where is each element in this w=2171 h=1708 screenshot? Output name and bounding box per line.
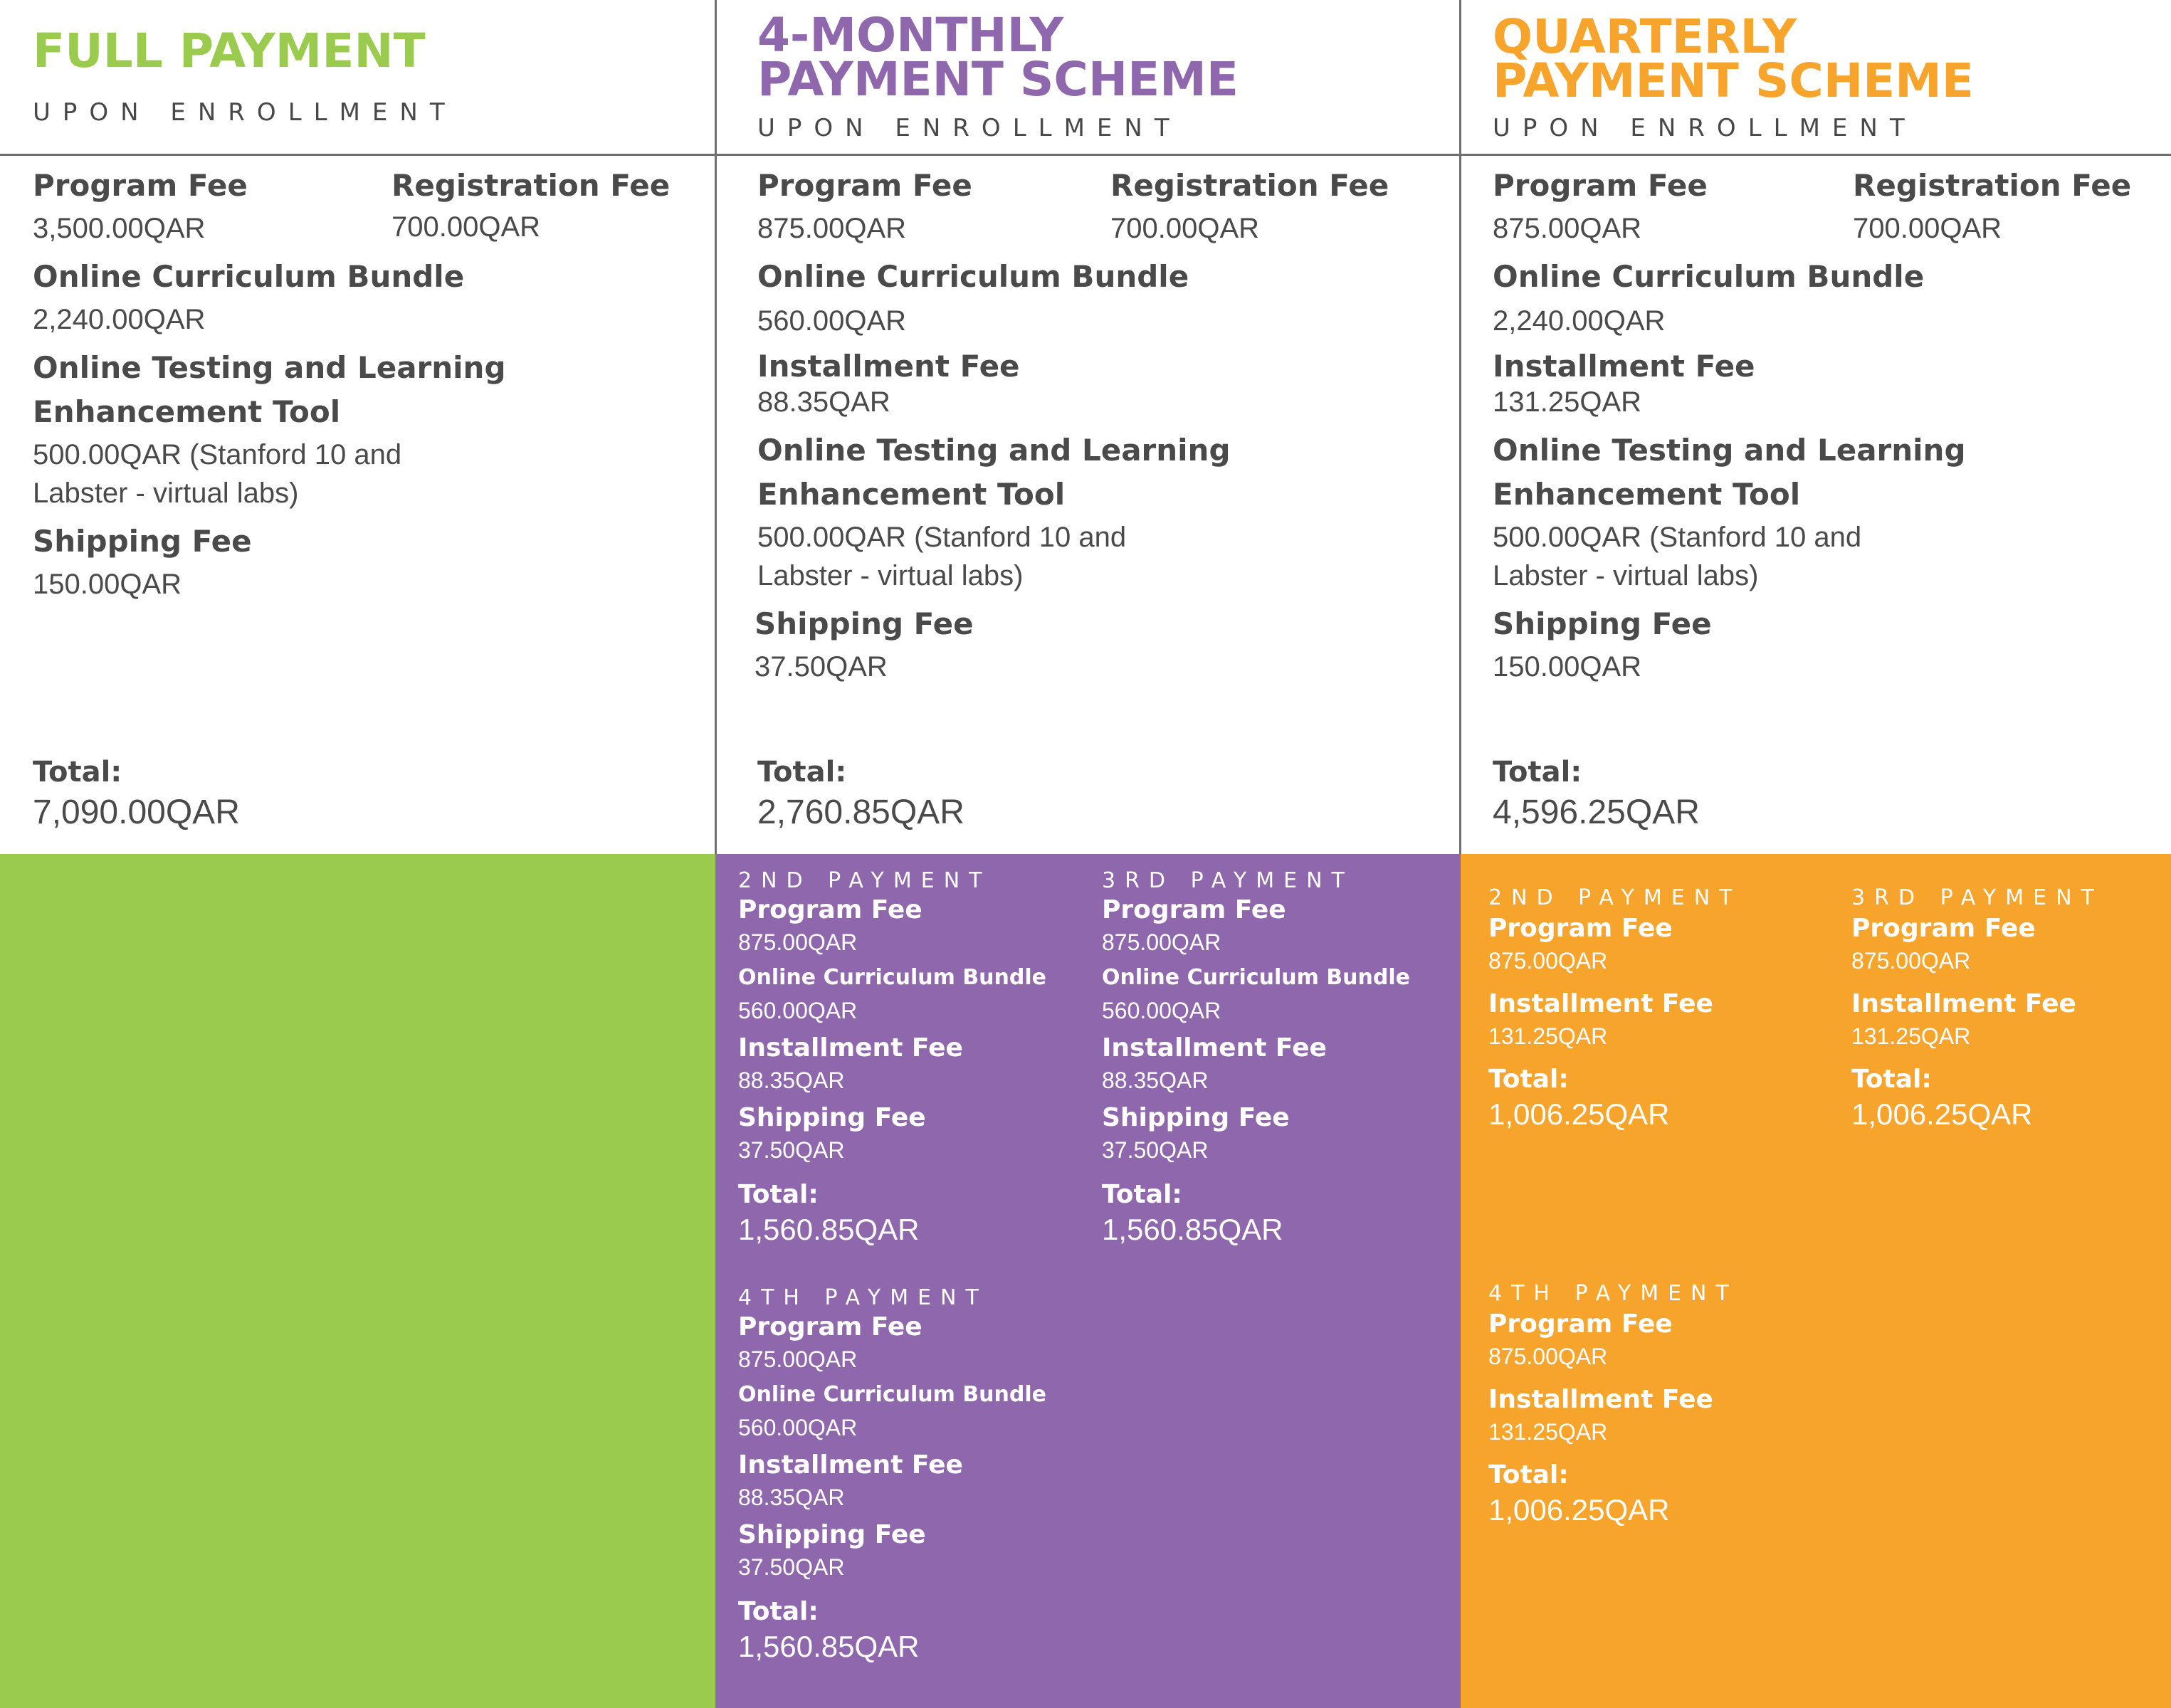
total-value: 1,560.85QAR	[1102, 1213, 1283, 1246]
program-fee-label: Program Fee	[1102, 895, 1286, 924]
shipping-fee-label: Shipping Fee	[1102, 1103, 1290, 1132]
quarterly-title-line2: PAYMENT SCHEME	[1493, 53, 1974, 108]
full-payment-column	[0, 0, 715, 854]
registration-fee-label: Registration Fee	[1853, 168, 2132, 203]
shipping-fee-value: 37.50QAR	[1102, 1137, 1209, 1163]
shipping-fee-value: 37.50QAR	[738, 1137, 845, 1163]
installment-fee-value: 88.35QAR	[738, 1485, 845, 1510]
curriculum-label: Online Curriculum Bundle	[738, 1382, 1046, 1407]
shipping-fee-label: Shipping Fee	[738, 1520, 926, 1549]
payment-heading: 4TH PAYMENT	[1488, 1281, 1738, 1306]
total-value: 1,560.85QAR	[738, 1213, 920, 1246]
shipping-fee-label: Shipping Fee	[755, 606, 974, 641]
program-fee-label: Program Fee	[1488, 1309, 1673, 1339]
installment-fee-label: Installment Fee	[1488, 1385, 1713, 1414]
total-label: Total:	[1493, 756, 1582, 789]
full-payment-subtitle: UPON ENROLLMENT	[33, 98, 457, 127]
program-fee-value: 875.00QAR	[1488, 1344, 1608, 1369]
program-fee-label: Program Fee	[757, 168, 972, 203]
total-label: Total:	[1102, 1180, 1182, 1209]
registration-fee-label: Registration Fee	[391, 168, 671, 203]
testing-label-line1: Online Testing and Learning	[1493, 433, 1966, 468]
program-fee-value: 875.00QAR	[1493, 213, 1642, 244]
testing-label-line2: Enhancement Tool	[1493, 477, 1801, 512]
curriculum-value: 560.00QAR	[738, 998, 858, 1023]
total-value: 1,006.25QAR	[1488, 1493, 1670, 1527]
total-value: 2,760.85QAR	[757, 794, 964, 831]
testing-label-line2: Enhancement Tool	[757, 477, 1066, 512]
testing-value-line1: 500.00QAR (Stanford 10 and	[33, 439, 402, 470]
shipping-fee-label: Shipping Fee	[1493, 606, 1712, 641]
installment-fee-value: 88.35QAR	[757, 386, 890, 418]
total-label: Total:	[1488, 1460, 1569, 1490]
program-fee-label: Program Fee	[738, 1312, 922, 1341]
curriculum-value: 560.00QAR	[1102, 998, 1221, 1023]
registration-fee-label: Registration Fee	[1110, 168, 1389, 203]
curriculum-label: Online Curriculum Bundle	[33, 259, 465, 294]
full-payment-panel	[0, 854, 715, 1708]
curriculum-label: Online Curriculum Bundle	[1493, 259, 1925, 294]
program-fee-value: 875.00QAR	[1102, 929, 1221, 955]
full-payment-title: FULL PAYMENT	[33, 23, 426, 78]
total-value: 4,596.25QAR	[1493, 794, 1700, 831]
testing-value-line1: 500.00QAR (Stanford 10 and	[1493, 522, 1862, 553]
testing-label-line1: Online Testing and Learning	[757, 433, 1231, 468]
testing-value-line2: Labster - virtual labs)	[757, 560, 1024, 591]
curriculum-label: Online Curriculum Bundle	[1102, 965, 1410, 990]
testing-label-line2: Enhancement Tool	[33, 394, 341, 429]
monthly-column	[717, 0, 1459, 854]
total-value: 1,006.25QAR	[1851, 1097, 2033, 1131]
program-fee-value: 875.00QAR	[738, 929, 858, 955]
program-fee-value: 875.00QAR	[1488, 948, 1608, 974]
shipping-fee-value: 37.50QAR	[738, 1554, 845, 1580]
program-fee-value: 3,500.00QAR	[33, 213, 206, 244]
program-fee-label: Program Fee	[1493, 168, 1708, 203]
testing-value-line2: Labster - virtual labs)	[1493, 560, 1759, 591]
total-value: 1,560.85QAR	[738, 1630, 920, 1663]
installment-fee-value: 131.25QAR	[1851, 1023, 1971, 1049]
program-fee-value: 875.00QAR	[1851, 948, 1971, 974]
monthly-title-line2: PAYMENT SCHEME	[757, 52, 1239, 107]
total-value: 7,090.00QAR	[33, 794, 240, 831]
shipping-fee-label: Shipping Fee	[33, 524, 252, 559]
registration-fee-value: 700.00QAR	[391, 211, 541, 243]
payment-heading: 2ND PAYMENT	[1488, 885, 1742, 910]
total-label: Total:	[757, 756, 847, 789]
program-fee-label: Program Fee	[1488, 914, 1673, 943]
curriculum-label: Online Curriculum Bundle	[757, 259, 1189, 294]
installment-fee-value: 131.25QAR	[1493, 386, 1642, 418]
installment-fee-label: Installment Fee	[738, 1033, 963, 1063]
installment-fee-label: Installment Fee	[1102, 1033, 1327, 1063]
program-fee-value: 875.00QAR	[757, 213, 907, 244]
payment-heading: 2ND PAYMENT	[738, 868, 992, 893]
curriculum-value: 560.00QAR	[757, 305, 907, 337]
total-label: Total:	[1851, 1065, 1932, 1094]
shipping-fee-label: Shipping Fee	[738, 1103, 926, 1132]
monthly-subtitle: UPON ENROLLMENT	[757, 114, 1182, 142]
testing-value-line1: 500.00QAR (Stanford 10 and	[757, 522, 1127, 553]
monthly-title-line1: 4-MONTHLY	[757, 8, 1064, 63]
program-fee-label: Program Fee	[33, 168, 248, 203]
registration-fee-value: 700.00QAR	[1110, 213, 1260, 244]
installment-fee-label: Installment Fee	[757, 349, 1020, 384]
installment-fee-label: Installment Fee	[1851, 989, 2076, 1018]
shipping-fee-value: 150.00QAR	[1493, 651, 1642, 682]
installment-fee-value: 88.35QAR	[738, 1068, 845, 1093]
curriculum-value: 2,240.00QAR	[1493, 305, 1666, 337]
total-label: Total:	[1488, 1065, 1569, 1094]
installment-fee-label: Installment Fee	[1488, 989, 1713, 1018]
shipping-fee-value: 37.50QAR	[755, 651, 888, 682]
program-fee-value: 875.00QAR	[738, 1346, 858, 1372]
payment-heading: 4TH PAYMENT	[738, 1285, 988, 1310]
total-label: Total:	[738, 1597, 819, 1626]
curriculum-value: 560.00QAR	[738, 1415, 858, 1440]
total-label: Total:	[738, 1180, 819, 1209]
testing-value-line2: Labster - virtual labs)	[33, 478, 299, 509]
curriculum-value: 2,240.00QAR	[33, 304, 206, 335]
installment-fee-label: Installment Fee	[1493, 349, 1755, 384]
quarterly-title-line1: QUARTERLY	[1493, 9, 1797, 64]
quarterly-column	[1461, 0, 2171, 854]
payment-heading: 3RD PAYMENT	[1851, 885, 2103, 910]
testing-label-line1: Online Testing and Learning	[33, 350, 506, 385]
registration-fee-value: 700.00QAR	[1853, 213, 2002, 244]
program-fee-label: Program Fee	[738, 895, 922, 924]
quarterly-subtitle: UPON ENROLLMENT	[1493, 114, 1917, 142]
program-fee-label: Program Fee	[1851, 914, 2036, 943]
installment-fee-label: Installment Fee	[738, 1450, 963, 1480]
installment-fee-value: 131.25QAR	[1488, 1023, 1608, 1049]
shipping-fee-value: 150.00QAR	[33, 569, 182, 600]
installment-fee-value: 131.25QAR	[1488, 1419, 1608, 1445]
total-value: 1,006.25QAR	[1488, 1097, 1670, 1131]
total-label: Total:	[33, 756, 122, 789]
installment-fee-value: 88.35QAR	[1102, 1068, 1209, 1093]
curriculum-label: Online Curriculum Bundle	[738, 965, 1046, 990]
payment-heading: 3RD PAYMENT	[1102, 868, 1354, 893]
